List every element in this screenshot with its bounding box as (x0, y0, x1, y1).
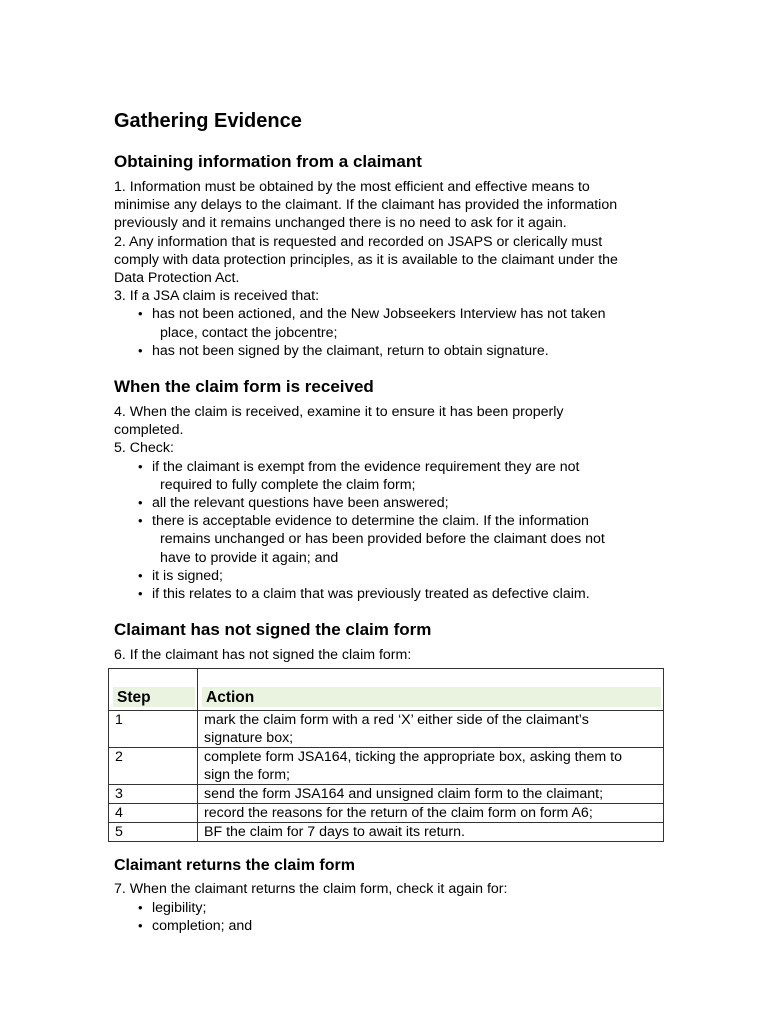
document-page (114, 108, 674, 935)
list-item: • legibility; (138, 899, 674, 917)
section-heading: Claimant has not signed the claim form (114, 620, 432, 640)
steps-table (108, 668, 664, 842)
paragraph-1: 1. Information must be obtained by the most efficient and effective means to minimise any delays to the claimant. If the claimant has provided the information previously and it remains unchanged there is no need to ask for it again. (114, 179, 618, 232)
list-item: • there is acceptable evidence to determine the claim. If the information remains unchanged or has been provided before the claimant does not have to provide it again; and (138, 512, 674, 567)
page-title: Gathering Evidence (114, 110, 302, 132)
paragraph-3: 3. If a JSA claim is received that: (114, 288, 320, 305)
table-row: 4 record the reasons for the return of the claim form on form A6; (109, 804, 664, 823)
paragraph-6: 6. If the claimant has not signed the claim form: (114, 647, 412, 664)
list-item: • it is signed; (138, 567, 674, 585)
paragraph-5: 5. Check: (114, 440, 174, 457)
section-heading: Obtaining information from a claimant (114, 152, 422, 171)
header-step: Step (109, 669, 198, 711)
section-obtaining-information (114, 151, 674, 360)
list-item: • if this relates to a claim that was previously treated as defective claim. (138, 585, 674, 603)
bullet-list (114, 899, 674, 935)
section-claimant-returns (114, 856, 674, 935)
list-item: • completion; and (138, 917, 674, 935)
table-row: 3 send the form JSA164 and unsigned claim form to the claimant; (109, 785, 664, 804)
table-header-row (109, 669, 664, 711)
bullet-list (114, 305, 674, 360)
paragraph-7: 7. When the claimant returns the claim form, check it again for: (114, 881, 508, 898)
section-heading: When the claim form is received (114, 377, 374, 397)
table-row: 1 mark the claim form with a red ‘X’ either side of the claimant’s signature box; (109, 711, 664, 748)
section-not-signed (114, 619, 674, 842)
section-heading: Claimant returns the claim form (114, 857, 355, 875)
table-row: 5 BF the claim for 7 days to await its return. (109, 823, 664, 842)
list-item: • if the claimant is exempt from the evidence requirement they are not required to fully complete the claim form; (138, 458, 674, 494)
list-item: • has not been signed by the claimant, return to obtain signature. (138, 342, 674, 360)
table-row: 2 complete form JSA164, ticking the appropriate box, asking them to sign the form; (109, 748, 664, 785)
header-action: Action (198, 669, 664, 711)
list-item: • all the relevant questions have been answered; (138, 494, 674, 512)
section-claim-form-received (114, 376, 674, 603)
list-item: • has not been actioned, and the New Jobseekers Interview has not taken place, contact the jobcentre; (138, 305, 674, 341)
paragraph-4: 4. When the claim is received, examine it to ensure it has been properly completed. (114, 404, 564, 439)
bullet-list (114, 458, 674, 604)
paragraph-2: 2. Any information that is requested and recorded on JSAPS or clerically must comply with data protection principles, as it is available to the claimant under the Data Protection Act. (114, 233, 618, 287)
